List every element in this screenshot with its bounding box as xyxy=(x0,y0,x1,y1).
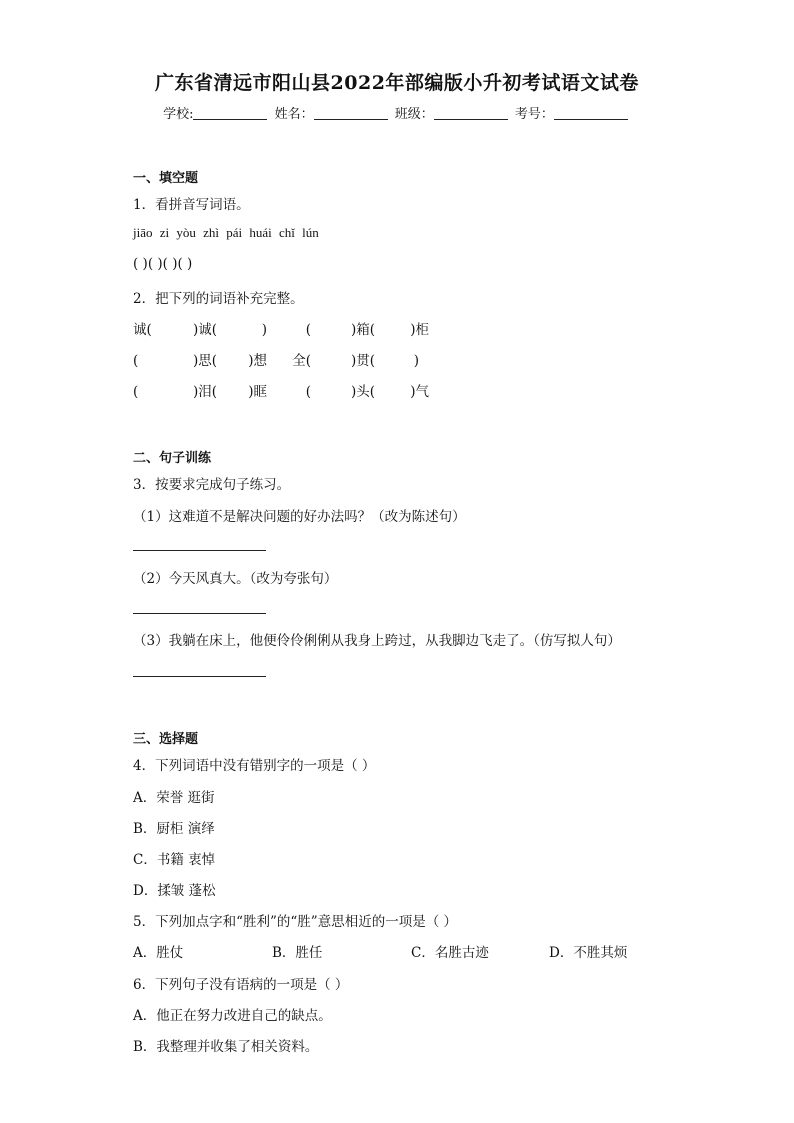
question-1-answer-brackets[interactable]: ( )( )( )( ) xyxy=(133,256,193,272)
question-3-stem: 3．按要求完成句子练习。 xyxy=(133,477,291,493)
question-4-stem: 4．下列词语中没有错别字的一项是（ ） xyxy=(133,758,376,774)
idiom-fragment: )头( xyxy=(350,384,375,400)
question-4-option-c[interactable]: C．书籍 衷悼 xyxy=(133,852,216,868)
question-3-answer-line-3[interactable] xyxy=(133,676,266,677)
question-5-option-c[interactable]: C．名胜古迹 xyxy=(411,945,489,961)
idiom-fragment: )柜 xyxy=(410,322,429,338)
exam-number-blank[interactable] xyxy=(554,107,628,120)
question-5-option-b[interactable]: B．胜任 xyxy=(272,945,323,961)
question-6-stem: 6．下列句子没有语病的一项是（ ） xyxy=(133,977,349,993)
page-title: 广东省清远市阳山县2022年部编版小升初考试语文试卷 xyxy=(155,72,639,94)
idiom-fragment: ( xyxy=(133,353,139,369)
idiom-fragment: )气 xyxy=(410,384,429,400)
section-heading-multiple-choice: 三、选择题 xyxy=(133,732,199,747)
idiom-fragment: )箱( xyxy=(350,322,375,338)
idiom-fragment: )泪( xyxy=(192,384,217,400)
question-5-option-d[interactable]: D．不胜其烦 xyxy=(549,945,628,961)
section-heading-fill-in: 一、填空题 xyxy=(133,171,199,186)
question-5-stem: 5．下列加点字和“胜利”的“胜”意思相近的一项是（ ） xyxy=(133,914,457,930)
idiom-fragment: 诚( xyxy=(133,322,152,338)
question-2-row-3 xyxy=(133,380,429,400)
idiom-fragment: )想 xyxy=(248,353,267,369)
school-label: 学校: xyxy=(163,107,194,122)
exam-number-label: 考号： xyxy=(514,107,554,122)
question-4-option-d[interactable]: D．揉皱 蓬松 xyxy=(133,883,216,899)
question-3-answer-line-2[interactable] xyxy=(133,613,266,614)
idiom-fragment: )眶 xyxy=(248,384,267,400)
question-3-item-1: （1）这难道不是解决问题的好办法吗？（改为陈述句） xyxy=(133,509,466,525)
idiom-fragment: ( xyxy=(305,322,311,338)
question-2-row-2 xyxy=(133,349,419,369)
idiom-fragment: )诚( xyxy=(192,322,217,338)
idiom-fragment: ) xyxy=(261,322,267,338)
idiom-fragment: 全( xyxy=(292,353,311,369)
name-label: 姓名： xyxy=(274,107,314,122)
idiom-fragment: )贯( xyxy=(350,353,375,369)
question-6-option-a[interactable]: A．他正在努力改进自己的缺点。 xyxy=(133,1008,332,1024)
class-blank[interactable] xyxy=(434,107,508,120)
idiom-fragment: ) xyxy=(413,353,419,369)
question-2-stem: 2．把下列的词语补充完整。 xyxy=(133,291,304,307)
idiom-fragment: ( xyxy=(305,384,311,400)
question-1-pinyin: jiāo zi yòu zhì pái huái chǐ lún xyxy=(133,225,319,240)
question-2-row-1 xyxy=(133,318,429,338)
idiom-fragment: ( xyxy=(133,384,139,400)
question-3-item-2: （2）今天风真大。（改为夸张句） xyxy=(133,571,338,587)
question-3-item-3: （3）我躺在床上，他便伶伶俐俐从我身上跨过，从我脚边飞走了。（仿写拟人句） xyxy=(133,633,621,649)
idiom-fragment: )思( xyxy=(192,353,217,369)
question-4-option-b[interactable]: B．厨柜 演绎 xyxy=(133,821,215,837)
question-1-stem: 1．看拼音写词语。 xyxy=(133,197,250,213)
class-label: 班级： xyxy=(394,107,434,122)
question-5-option-a[interactable]: A．胜仗 xyxy=(133,945,184,961)
question-6-option-b[interactable]: B．我整理并收集了相关资料。 xyxy=(133,1039,319,1055)
name-blank[interactable] xyxy=(314,107,388,120)
school-blank[interactable] xyxy=(193,107,267,120)
student-info-line xyxy=(0,103,794,122)
question-4-option-a[interactable]: A．荣誉 逛街 xyxy=(133,790,215,806)
section-heading-sentence-training: 二、句子训练 xyxy=(133,451,212,466)
question-3-answer-line-1[interactable] xyxy=(133,550,266,551)
